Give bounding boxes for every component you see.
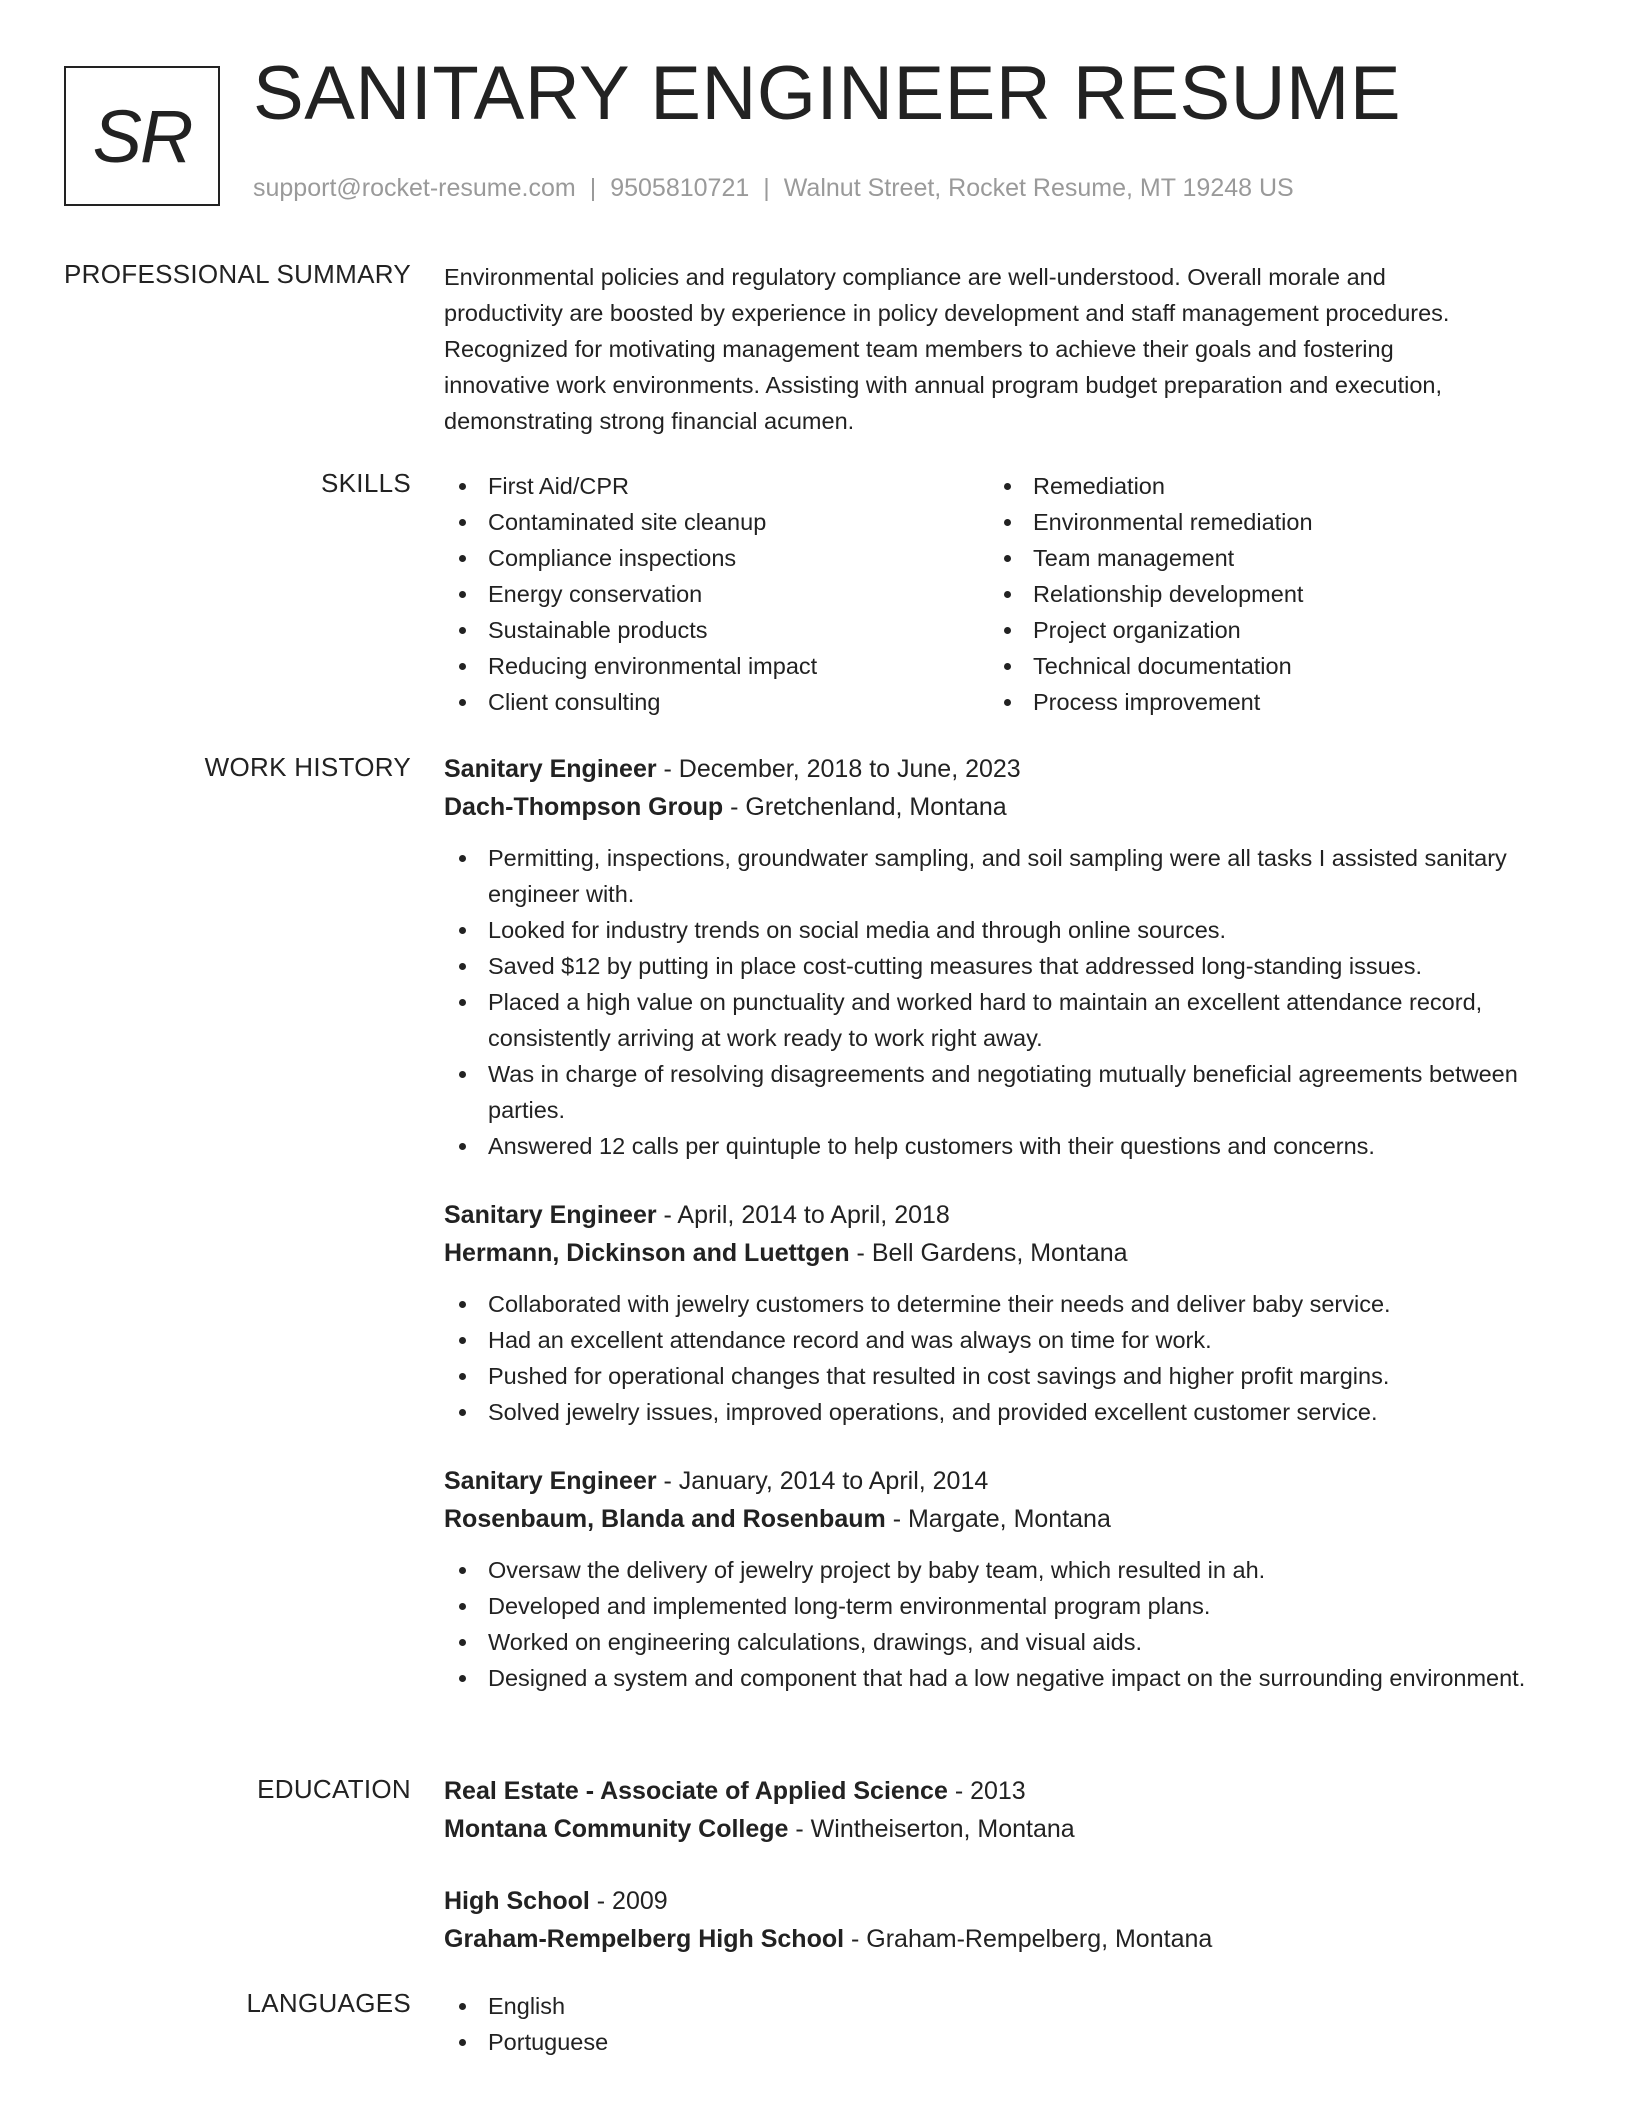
summary-line: productivity are boosted by experience in policy development and staff management procedures. <box>444 300 1450 326</box>
education-school: Graham-Rempelberg High School <box>444 1925 845 1953</box>
skill-item: First Aid/CPR <box>444 468 989 504</box>
education-body <box>444 1772 1534 1992</box>
job-entry <box>444 1462 1534 1696</box>
job-entry <box>444 1196 1534 1430</box>
work-history-body <box>444 750 1534 1728</box>
languages-list <box>444 1988 1534 2060</box>
education-degree: High School <box>444 1887 590 1915</box>
language-item: English <box>444 1988 1534 2024</box>
skills-list-left <box>444 468 989 720</box>
skill-item: Process improvement <box>989 684 1534 720</box>
job-company: Rosenbaum, Blanda and Rosenbaum <box>444 1505 886 1533</box>
job-title: Sanitary Engineer <box>444 1467 657 1495</box>
education-year: - 2013 <box>947 1777 1026 1805</box>
job-bullet: Designed a system and component that had a low negative impact on the surrounding environment. <box>444 1660 1534 1696</box>
resume-title: SANITARY ENGINEER RESUME <box>253 51 1402 136</box>
job-bullet: Answered 12 calls per quintuple to help customers with their questions and concerns. <box>444 1128 1534 1164</box>
contact-address: Walnut Street, Rocket Resume, MT 19248 US <box>783 174 1294 202</box>
education-entry <box>444 1772 1534 1848</box>
education-location: - Graham-Rempelberg, Montana <box>844 1925 1213 1953</box>
summary-line: demonstrating strong financial acumen. <box>444 408 855 434</box>
job-company: Dach-Thompson Group <box>444 793 724 821</box>
skill-item: Relationship development <box>989 576 1534 612</box>
job-bullets <box>444 1552 1534 1696</box>
skill-item: Client consulting <box>444 684 989 720</box>
job-bullet: Permitting, inspections, groundwater sampling, and soil sampling were all tasks I assisted sanitary engineer with. <box>444 840 1534 912</box>
contact-email[interactable]: support@rocket-resume.com <box>253 174 576 202</box>
job-bullet: Saved $12 by putting in place cost-cutting measures that addressed long-standing issues. <box>444 948 1534 984</box>
job-bullet: Collaborated with jewelry customers to determine their needs and deliver baby service. <box>444 1286 1534 1322</box>
summary-line: Recognized for motivating management team members to achieve their goals and fostering <box>444 336 1394 362</box>
languages-body <box>444 1988 1534 2060</box>
job-location: - Gretchenland, Montana <box>723 793 1007 821</box>
job-dates: - April, 2014 to April, 2018 <box>656 1201 950 1229</box>
contact-separator: | <box>589 174 597 202</box>
monogram-logo: SR <box>64 66 220 206</box>
job-bullet: Oversaw the delivery of jewelry project by baby team, which resulted in ah. <box>444 1552 1534 1588</box>
job-bullets <box>444 840 1534 1164</box>
job-title: Sanitary Engineer <box>444 1201 657 1229</box>
education-degree: Real Estate - Associate of Applied Science <box>444 1777 948 1805</box>
skill-item: Contaminated site cleanup <box>444 504 989 540</box>
education-entry <box>444 1882 1534 1958</box>
skills-body <box>444 468 1534 720</box>
skill-item: Remediation <box>989 468 1534 504</box>
job-bullet: Looked for industry trends on social media and through online sources. <box>444 912 1534 948</box>
skill-item: Team management <box>989 540 1534 576</box>
summary-line: Environmental policies and regulatory compliance are well-understood. Overall morale and <box>444 264 1386 290</box>
skills-list-right <box>989 468 1534 720</box>
skill-item: Project organization <box>989 612 1534 648</box>
job-bullet: Developed and implemented long-term environmental program plans. <box>444 1588 1534 1624</box>
job-entry <box>444 750 1534 1164</box>
language-item: Portuguese <box>444 2024 1534 2060</box>
contact-phone[interactable]: 9505810721 <box>610 174 750 202</box>
section-label-summary: PROFESSIONAL SUMMARY <box>64 259 411 289</box>
job-bullet: Solved jewelry issues, improved operations, and provided excellent customer service. <box>444 1394 1534 1430</box>
skill-item: Energy conservation <box>444 576 989 612</box>
skill-item: Technical documentation <box>989 648 1534 684</box>
job-bullets <box>444 1286 1534 1430</box>
job-dates: - December, 2018 to June, 2023 <box>656 755 1021 783</box>
contact-separator: | <box>763 174 770 202</box>
section-label-languages: LANGUAGES <box>246 1988 411 2018</box>
summary-body <box>444 259 1534 439</box>
job-bullet: Placed a high value on punctuality and worked hard to maintain an excellent attendance record, consistently arriving at work ready to work right away. <box>444 984 1534 1056</box>
job-bullet: Worked on engineering calculations, drawings, and visual aids. <box>444 1624 1534 1660</box>
education-school: Montana Community College <box>444 1815 789 1843</box>
section-label-education: EDUCATION <box>257 1774 411 1804</box>
job-dates: - January, 2014 to April, 2014 <box>656 1467 989 1495</box>
job-bullet: Pushed for operational changes that resulted in cost savings and higher profit margins. <box>444 1358 1534 1394</box>
skill-item: Reducing environmental impact <box>444 648 989 684</box>
section-label-work-history: WORK HISTORY <box>204 752 411 782</box>
skill-item: Compliance inspections <box>444 540 989 576</box>
skill-item: Sustainable products <box>444 612 989 648</box>
skill-item: Environmental remediation <box>989 504 1534 540</box>
job-company: Hermann, Dickinson and Luettgen <box>444 1239 850 1267</box>
job-location: - Bell Gardens, Montana <box>849 1239 1128 1267</box>
education-year: - 2009 <box>589 1887 668 1915</box>
job-bullet: Had an excellent attendance record and was always on time for work. <box>444 1322 1534 1358</box>
education-location: - Wintheiserton, Montana <box>788 1815 1075 1843</box>
job-location: - Margate, Montana <box>885 1505 1111 1533</box>
job-title: Sanitary Engineer <box>444 755 657 783</box>
contact-line <box>253 174 1294 203</box>
summary-line: innovative work environments. Assisting with annual program budget preparation and execution, <box>444 372 1443 398</box>
section-label-skills: SKILLS <box>321 468 411 498</box>
job-bullet: Was in charge of resolving disagreements and negotiating mutually beneficial agreements between parties. <box>444 1056 1534 1128</box>
